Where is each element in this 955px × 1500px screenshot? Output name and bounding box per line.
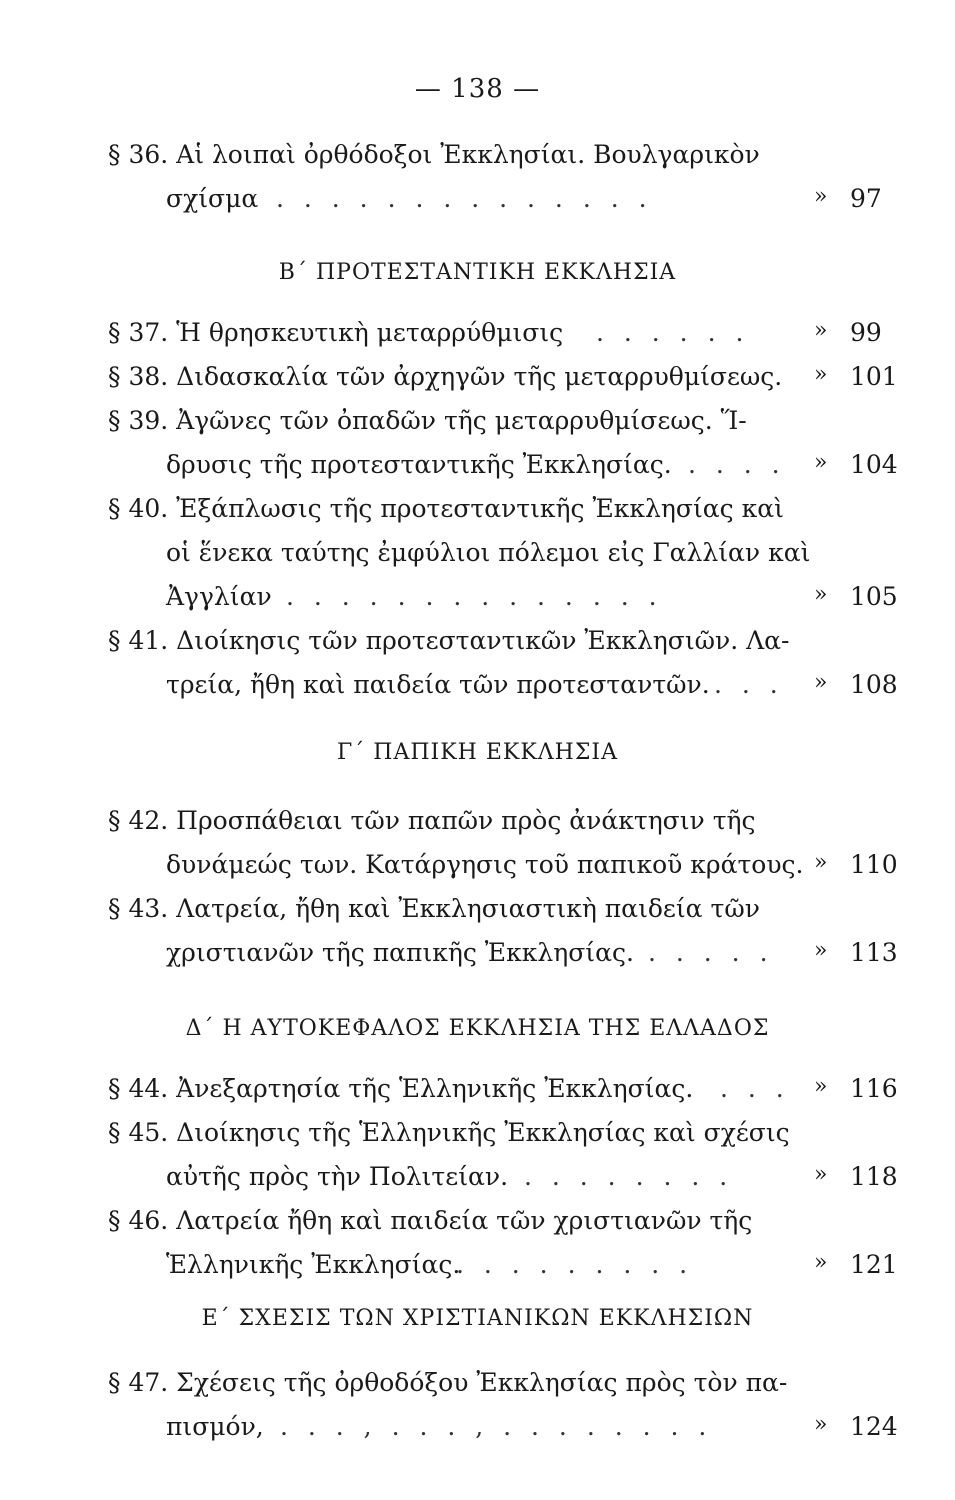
toc-entry-line: [108, 850, 908, 894]
entry-text: § 45. Διοίκησις τῆς Ἑλληνικῆς Ἐκκλησίας καὶ σχέσις: [108, 1118, 790, 1147]
entry-text: § 47. Σχέσεις τῆς ὀρθοδόξου Ἐκκλησίας πρὸς τὸν πα-: [108, 1368, 788, 1397]
toc-entry-line: [108, 406, 908, 450]
toc-entry-line: [108, 806, 908, 850]
entry-text: Ἀγγλίαν: [166, 582, 272, 611]
entry-text: § 42. Προσπάθειαι τῶν παπῶν πρὸς ἀνάκτησιν τῆς: [108, 806, 756, 835]
toc-entry-line: [108, 494, 908, 538]
toc-entry-45: [108, 1118, 908, 1206]
entry-text: Ἑλληνικῆς Ἐκκλησίας.: [166, 1250, 461, 1279]
leader-dots: . . .: [714, 670, 784, 699]
entry-text: § 37. Ἡ θρησκευτικὴ μεταρρύθμισις: [108, 318, 564, 347]
entry-text: τρεία, ἤθη καὶ παιδεία τῶν προτεσταντῶν.: [166, 670, 710, 699]
toc-entry-line: [108, 582, 908, 626]
toc-entry-line: [108, 362, 908, 406]
toc-entry-line: [108, 1206, 908, 1250]
entry-text: § 41. Διοίκησις τῶν προτεσταντικῶν Ἐκκλησιῶν. Λα-: [108, 626, 790, 655]
page-ref: 124: [850, 1412, 898, 1441]
toc-entry-47: [108, 1368, 908, 1456]
leader-dots: . . . , . . . , . . . . . . . .: [280, 1412, 713, 1441]
ditto-mark: »: [814, 362, 828, 387]
page-ref: 104: [850, 450, 898, 479]
section-heading-c: Γ΄ ΠΑΠΙΚΗ ΕΚΚΛΗΣΙΑ: [337, 740, 618, 765]
toc-entry-line: [108, 450, 908, 494]
leader-dots: . . . .: [688, 450, 786, 479]
toc-entry-40: [108, 494, 908, 626]
toc-entry-39: [108, 406, 908, 494]
page-ref: 99: [850, 318, 882, 347]
toc-entry-36: [108, 140, 908, 228]
entry-text: αὐτῆς πρὸς τὴν Πολιτείαν.: [166, 1162, 509, 1191]
entry-text: § 40. Ἐξάπλωσις τῆς προτεσταντικῆς Ἐκκλησίας καὶ: [108, 494, 784, 523]
toc-entry-line: [108, 894, 908, 938]
toc-entry-42: [108, 806, 908, 894]
ditto-mark: »: [814, 582, 828, 607]
leader-dots: . . . . . . . .: [524, 1162, 734, 1191]
entry-text: § 44. Ἀνεξαρτησία τῆς Ἑλληνικῆς Ἐκκλησίας.: [108, 1074, 694, 1103]
toc-entry-line: [108, 184, 908, 228]
page-ref: 97: [850, 184, 882, 213]
section-heading-d: Δ΄ Η ΑΥΤΟΚΕΦΑΛΟΣ ΕΚΚΛΗΣΙΑ ΤΗΣ ΕΛΛΑΔΟΣ: [185, 1016, 770, 1041]
entry-text: οἱ ἕνεκα ταύτης ἐμφύλιοι πόλεμοι εἰς Γαλλίαν καὶ: [166, 538, 811, 567]
toc-entry-41: [108, 626, 908, 714]
entry-text: πισμόν,: [166, 1412, 264, 1441]
entry-text: χριστιανῶν τῆς παπικῆς Ἐκκλησίας.: [166, 938, 634, 967]
ditto-mark: »: [814, 450, 828, 475]
toc-entry-line: [108, 670, 908, 714]
ditto-mark: »: [814, 670, 828, 695]
ditto-mark: »: [814, 1162, 828, 1187]
leader-dots: . . . . . . . . . . . . . .: [286, 582, 663, 611]
toc-entry-line: [108, 1162, 908, 1206]
ditto-mark: »: [814, 184, 828, 209]
toc-entry-38: [108, 362, 908, 406]
section-heading-e: Ε΄ ΣΧΕΣΙΣ ΤΩΝ ΧΡΙΣΤΙΑΝΙΚΩΝ ΕΚΚΛΗΣΙΩΝ: [201, 1306, 754, 1331]
toc-entry-37: [108, 318, 908, 362]
toc-entry-46: [108, 1206, 908, 1294]
toc-entry-43: [108, 894, 908, 982]
entry-text: δυνάμεώς των. Κατάργησις τοῦ παπικοῦ κράτους.: [166, 850, 804, 879]
toc-entry-line: [108, 318, 908, 362]
toc-entry-line: [108, 538, 908, 582]
page-ref: 108: [850, 670, 898, 699]
entry-text: σχίσμα: [166, 184, 259, 213]
toc-entry-line: [108, 938, 908, 982]
leader-dots: . . . . . . . . . . . . . .: [276, 184, 653, 213]
entry-text: δρυσις τῆς προτεσταντικῆς Ἐκκλησίας.: [166, 450, 672, 479]
entry-text: § 38. Διδασκαλία τῶν ἀρχηγῶν τῆς μεταρρυθμίσεως.: [108, 362, 783, 391]
ditto-mark: »: [814, 1412, 828, 1437]
toc-entry-line: [108, 1118, 908, 1162]
page-ref: 118: [850, 1162, 898, 1191]
leader-dots: . . . . .: [648, 938, 774, 967]
entry-text: § 36. Αἱ λοιπαὶ ὀρθόδοξοι Ἐκκλησίαι. Βουλγαρικὸν: [108, 140, 760, 169]
toc-entry-line: [108, 1074, 908, 1118]
toc-entry-line: [108, 1368, 908, 1412]
entry-text: § 46. Λατρεία ἤθη καὶ παιδεία τῶν χριστιανῶν τῆς: [108, 1206, 753, 1235]
ditto-mark: »: [814, 938, 828, 963]
ditto-mark: »: [814, 1074, 828, 1099]
entry-text: § 39. Ἀγῶνες τῶν ὀπαδῶν τῆς μεταρρυθμίσεως. Ἵ-: [108, 406, 747, 435]
toc-entry-line: [108, 626, 908, 670]
page-ref: 113: [850, 938, 898, 967]
ditto-mark: »: [814, 850, 828, 875]
entry-text: § 43. Λατρεία, ἤθη καὶ Ἐκκλησιαστικὴ παιδεία τῶν: [108, 894, 760, 923]
toc-entry-line: [108, 140, 908, 184]
page-ref: 121: [850, 1250, 898, 1279]
section-heading-b: Β΄ ΠΡΟΤΕΣΤΑΝΤΙΚΗ ΕΚΚΛΗΣΙΑ: [278, 260, 677, 285]
toc-entry-line: [108, 1250, 908, 1294]
page-ref: 105: [850, 582, 898, 611]
page-number: — 138 —: [414, 74, 541, 104]
page-ref: 116: [850, 1074, 898, 1103]
leader-dots: . . . . . .: [596, 318, 750, 347]
ditto-mark: »: [814, 318, 828, 343]
page-ref: 101: [850, 362, 898, 391]
leader-dots: . . .: [720, 1074, 790, 1103]
ditto-mark: »: [814, 1250, 828, 1275]
page-ref: 110: [850, 850, 898, 879]
toc-entry-44: [108, 1074, 908, 1118]
leader-dots: . . . . . . . . .: [456, 1250, 694, 1279]
toc-entry-line: [108, 1412, 908, 1456]
